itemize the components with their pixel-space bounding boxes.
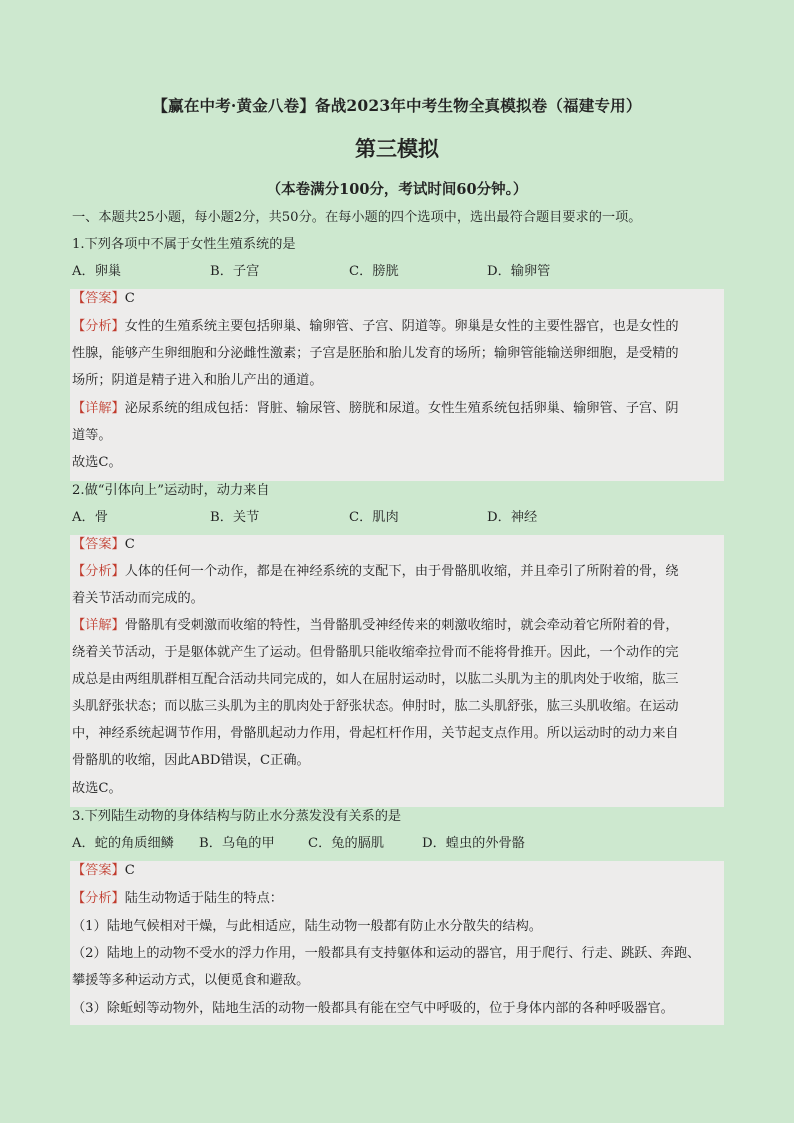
q2-option-b: B．关节 [210, 510, 260, 525]
q1-stem: 1.下列各项中不属于女性生殖系统的是 [72, 237, 296, 252]
q1-analysis-line-2: 性腺，能够产生卵细胞和分泌雌性激素；子宫是胚胎和胎儿发育的场所；输卵管能输送卵细胞，是受精的 [72, 346, 679, 361]
exam-note: （本卷满分100分，考试时间60分钟。） [266, 181, 528, 198]
q3-option-a: A．蛇的角质细鳞 [72, 836, 174, 851]
q1-answer-box [70, 289, 724, 481]
q3-option-d: D．蝗虫的外骨骼 [422, 836, 525, 851]
q3-analysis-line-1 [72, 889, 283, 909]
q1-option-c: C．膀胱 [349, 264, 399, 279]
q2-analysis-text-1: 人体的任何一个动作，都是在神经系统的支配下，由于骨骼肌收缩，并且牵引了所附着的骨，绕 [124, 564, 679, 579]
q1-detail-line-2: 道等。 [72, 428, 112, 443]
q3-analysis-lead: 陆生动物适于陆生的特点： [124, 891, 283, 906]
detail-tag: 【详解】 [72, 618, 125, 633]
q2-detail-line-4: 头肌舒张状态；而以肱三头肌为主的肌肉处于舒张状态。伸肘时，肱二头肌舒张，肱三头肌收缩。在运动 [72, 699, 679, 714]
q3-point-3: （3）除蚯蚓等动物外，陆地生活的动物一般都具有能在空气中呼吸的，位于身体内部的各种呼吸器官。 [72, 1001, 674, 1016]
q1-analysis-text-1: 女性的生殖系统主要包括卵巢、输卵管、子宫、阴道等。卵巢是女性的主要性器官，也是女性的 [124, 319, 679, 334]
q1-detail-line-1 [72, 399, 679, 419]
q2-detail-text-1: 骨骼肌有受刺激而收缩的特性，当骨骼肌受神经传来的刺激收缩时，就会牵动着它所附着的骨， [124, 618, 679, 633]
q3-answer-row [72, 861, 135, 881]
analysis-tag: 【分析】 [72, 319, 125, 334]
q1-analysis-line-3: 场所；阴道是精子进入和胎儿产出的通道。 [72, 373, 323, 388]
q1-analysis-line-1 [72, 317, 679, 337]
q2-answer: C [124, 537, 135, 552]
analysis-tag: 【分析】 [72, 891, 125, 906]
q3-answer: C [124, 863, 135, 878]
q2-option-c: C．肌肉 [349, 510, 399, 525]
q1-option-d: D．输卵管 [487, 264, 551, 279]
q2-detail-line-5: 中，神经系统起调节作用，骨骼肌起动力作用，骨起杠杆作用，关节起支点作用。所以运动时的动力来自 [72, 726, 679, 741]
document-subtitle: 第三模拟 [355, 136, 439, 161]
q1-option-a: A．卵巢 [72, 264, 122, 279]
answer-tag: 【答案】 [72, 863, 125, 878]
answer-tag: 【答案】 [72, 291, 125, 306]
q2-detail-line-2: 绕着关节活动，于是躯体就产生了运动。但骨骼肌只能收缩牵拉骨而不能将骨推开。因此，一个动作的完 [72, 645, 679, 660]
q3-point-2: （2）陆地上的动物不受水的浮力作用，一般都具有支持躯体和运动的器官，用于爬行、行走、跳跃、奔跑、 [72, 946, 701, 961]
q3-option-c: C．兔的膈肌 [308, 836, 385, 851]
q2-analysis-line-1 [72, 562, 679, 582]
q3-point-2-cont: 攀援等多种运动方式，以便觅食和避敌。 [72, 973, 310, 988]
answer-tag: 【答案】 [72, 537, 125, 552]
q2-option-a: A．骨 [72, 510, 108, 525]
q3-stem: 3.下列陆生动物的身体结构与防止水分蒸发没有关系的是 [72, 809, 402, 824]
q2-answer-box [70, 535, 724, 807]
q2-answer-row [72, 535, 135, 555]
q2-analysis-line-2: 着关节活动而完成的。 [72, 591, 204, 606]
q2-option-d: D．神经 [487, 510, 538, 525]
q3-answer-box [70, 861, 724, 1025]
q1-detail-text-1: 泌尿系统的组成包括：肾脏、输尿管、膀胱和尿道。女性生殖系统包括卵巢、输卵管、子宫、阴 [124, 401, 679, 416]
q1-conclusion: 故选C。 [72, 455, 122, 470]
q3-point-1: （1）陆地气候相对干燥，与此相适应，陆生动物一般都有防止水分散失的结构。 [72, 919, 542, 934]
detail-tag: 【详解】 [72, 401, 125, 416]
q3-option-b: B．乌龟的甲 [199, 836, 275, 851]
document-title: 【赢在中考·黄金八卷】备战2023年中考生物全真模拟卷（福建专用） [152, 96, 642, 115]
q1-answer: C [124, 291, 135, 306]
q2-conclusion: 故选C。 [72, 781, 122, 796]
q2-detail-line-3: 成总是由两组肌群相互配合活动共同完成的，如人在屈肘运动时，以肱二头肌为主的肌肉处于收缩，肱三 [72, 672, 679, 687]
q2-detail-line-6: 骨骼肌的收缩，因此ABD错误，C正确。 [72, 753, 310, 768]
analysis-tag: 【分析】 [72, 564, 125, 579]
section-intro: 一、本题共25小题，每小题2分，共50分。在每小题的四个选项中，选出最符合题目要求的一项。 [72, 210, 642, 225]
q2-detail-line-1 [72, 616, 679, 636]
q2-stem: 2.做“引体向上”运动时，动力来自 [72, 483, 270, 498]
q1-answer-row [72, 289, 135, 309]
q1-option-b: B．子宫 [210, 264, 260, 279]
